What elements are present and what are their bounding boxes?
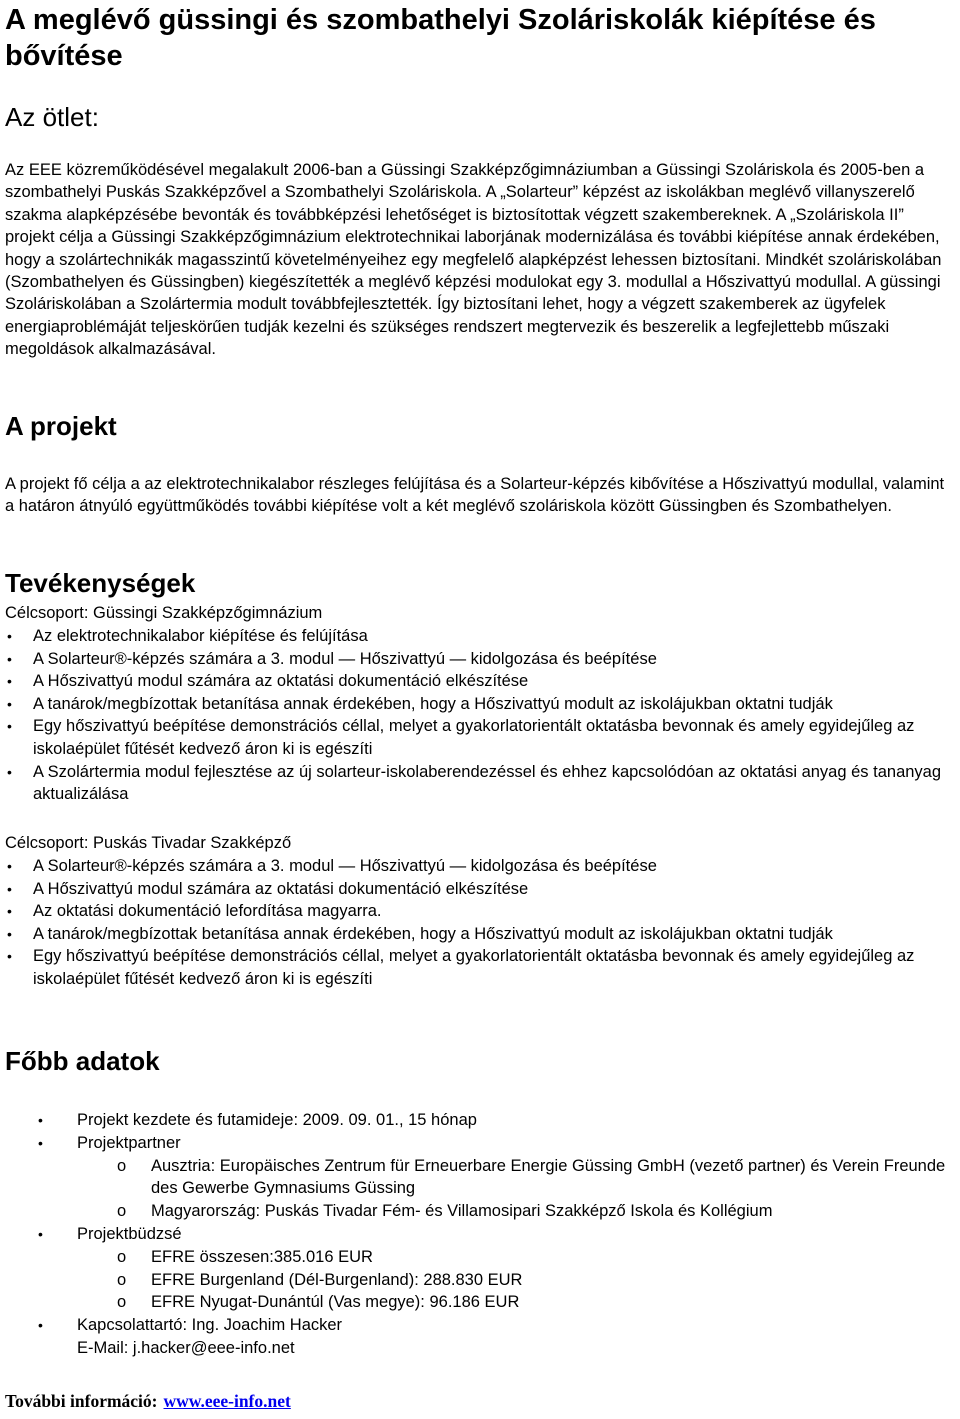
bullet-icon: • <box>7 673 12 690</box>
list-item: • Az oktatási dokumentáció lefordítása magyarra. <box>5 900 957 923</box>
list-item: o EFRE Burgenland (Dél-Burgenland): 288.830 EUR <box>77 1269 957 1292</box>
section-heading-projekt: A projekt <box>5 411 117 441</box>
list-item: • A tanárok/megbízottak betanítása annak érdekében, hogy a Hőszivattyú modult az iskolájukban oktatni tudják <box>5 693 957 716</box>
budget-label: Projektbüdzsé <box>77 1224 182 1243</box>
contact-email: E-Mail: j.hacker@eee-info.net <box>77 1338 295 1357</box>
bullet-icon: • <box>7 695 12 712</box>
list-item: • A Solarteur®-képzés számára a 3. modul — Hőszivattyú — kidolgozása és beépítése <box>5 648 957 671</box>
activity-list-puskas <box>5 855 957 991</box>
bullet-icon: • <box>38 1112 43 1128</box>
section-heading-tevekenysegek: Tevékenységek <box>5 568 196 598</box>
list-item: • A tanárok/megbízottak betanítása annak érdekében, hogy a Hőszivattyú modult az iskolájukban oktatni tudják <box>5 923 957 946</box>
bullet-icon: • <box>7 880 12 897</box>
target-group-label-puskas: Célcsoport: Puskás Tivadar Szakképző <box>5 834 292 852</box>
budget-list <box>77 1246 957 1314</box>
circle-bullet-icon: o <box>117 1202 127 1221</box>
list-item: • Egy hőszivattyú beépítése demonstrációs céllal, melyet a gyakorlatorientált oktatásba bevonnak és amely egyidejűleg az iskolaépület fűtését kedvező áron ki is egészíti <box>7 717 915 758</box>
list-item: o EFRE összesen:385.016 EUR <box>77 1246 957 1269</box>
bullet-icon: • <box>7 925 12 942</box>
bullet-icon: • <box>38 1225 43 1242</box>
bullet-icon: • <box>7 718 12 735</box>
target-group-label-gussing: Célcsoport: Güssingi Szakképzőgimnázium <box>5 604 323 622</box>
partner-list <box>77 1155 957 1223</box>
bullet-icon: • <box>7 763 12 780</box>
bullet-icon: • <box>7 903 12 920</box>
footer-more-info <box>5 1391 291 1412</box>
list-item: o EFRE Nyugat-Dunántúl (Vas megye): 96.186 EUR <box>77 1291 957 1314</box>
website-link[interactable]: www.eee-info.net <box>163 1391 291 1411</box>
projekt-paragraph: A projekt fő célja a az elektrotechnikalabor részleges felújítása és a Solarteur-képzés kibővítése a Hőszivattyú modullal, valamint a határon átnyúló együttműködés további kiépítése volt a két meglévő szoláriskola között Güssingben és Szombathelyen. <box>5 475 945 516</box>
bullet-icon: • <box>7 948 12 965</box>
list-item <box>5 1109 957 1132</box>
list-item <box>5 1132 957 1223</box>
section-heading-otlet: Az ötlet: <box>5 102 99 132</box>
footer-label: További információ: <box>5 1391 158 1411</box>
bullet-icon: • <box>7 650 12 667</box>
partner-label: Projektpartner <box>77 1133 181 1152</box>
list-item: o Ausztria: Europäisches Zentrum für Erneuerbare Energie Güssing GmbH (vezető partner) és Verein Freunde des Gewerbe Gymnasiums Güssing <box>117 1156 946 1198</box>
otlet-paragraph: Az EEE közreműködésével megalakult 2006-ban a Güssingi Szakképzőgimnáziumban a Güssingi Szoláriskola és 2005-ben a szombathelyi Puskás Szakképzővel a Szombathelyi Szoláriskola. A „Solarteur” képzést az iskolákban meglévő villanyszerelő szakma alapképzésébe bevonták és továbbképzési lehetőséget is biztosítottak végzett szakembereknek. A „Szoláriskola II” projekt célja a Güssingi Szakképzőgimnázium elektrotechnikai laborjának modernizálása és további kiépítése annak érdekében, hogy a szolártechnikák magasszintű követelményeihez egy megfelelő alapképzést lehessen biztosítani. Mindkét szoláriskolában (Szombathelyen és Güssingben) kiegészítették a meglévő képzési modulokat egy 3. modullal a Hőszivattyú modullal. A güssingi Szoláriskolában a Szolártermia modult továbbfejlesztették. Így biztosítani lehet, hogy a végzett szakemberek az ügyfelek energiaproblémáját teljeskörűen tudják kezelni és szükséges rendszert megtervezik és beszerelik a legfejlettebb műszaki megoldások alkalmazásával. <box>5 161 942 359</box>
list-item: • A Solarteur®-képzés számára a 3. modul — Hőszivattyú — kidolgozása és beépítése <box>5 855 957 878</box>
key-data-list <box>5 1109 957 1360</box>
bullet-icon: • <box>38 1134 43 1151</box>
list-item: • A Hőszivattyú modul számára az oktatási dokumentáció elkészítése <box>5 878 957 901</box>
bullet-icon: • <box>7 628 12 644</box>
document-title: A meglévő güssingi és szombathelyi Szoláriskolák kiépítése és bővítése <box>5 4 876 72</box>
list-item: • Az elektrotechnikalabor kiépítése és felújítása <box>5 625 957 648</box>
contact-person: Kapcsolattartó: Ing. Joachim Hacker <box>77 1316 343 1335</box>
list-item: • Egy hőszivattyú beépítése demonstrációs céllal, melyet a gyakorlatorientált oktatásba bevonnak és amely egyidejűleg az iskolaépület fűtését kedvező áron ki is egészíti <box>7 947 915 988</box>
list-item: • A Hőszivattyú modul számára az oktatási dokumentáció elkészítése <box>5 670 957 693</box>
list-item: o Magyarország: Puskás Tivadar Fém- és Villamosipari Szakképző Iskola és Kollégium <box>77 1200 957 1223</box>
circle-bullet-icon: o <box>117 1156 127 1175</box>
list-item: • A Szolártermia modul fejlesztése az új solarteur-iskolaberendezéssel és ehhez kapcsolódóan az oktatási anyag és tananyag aktualizálása <box>7 762 942 804</box>
section-heading-fobb-adatok: Főbb adatok <box>5 1046 160 1076</box>
bullet-icon: • <box>7 858 12 874</box>
circle-bullet-icon: o <box>117 1247 127 1266</box>
list-item <box>5 1223 957 1314</box>
bullet-icon: • <box>38 1317 43 1334</box>
list-item <box>5 1314 957 1360</box>
circle-bullet-icon: o <box>117 1293 127 1312</box>
circle-bullet-icon: o <box>117 1270 127 1289</box>
project-start: Projekt kezdete és futamideje: 2009. 09. 01., 15 hónap <box>77 1111 477 1129</box>
activity-list-gussing <box>5 625 957 806</box>
